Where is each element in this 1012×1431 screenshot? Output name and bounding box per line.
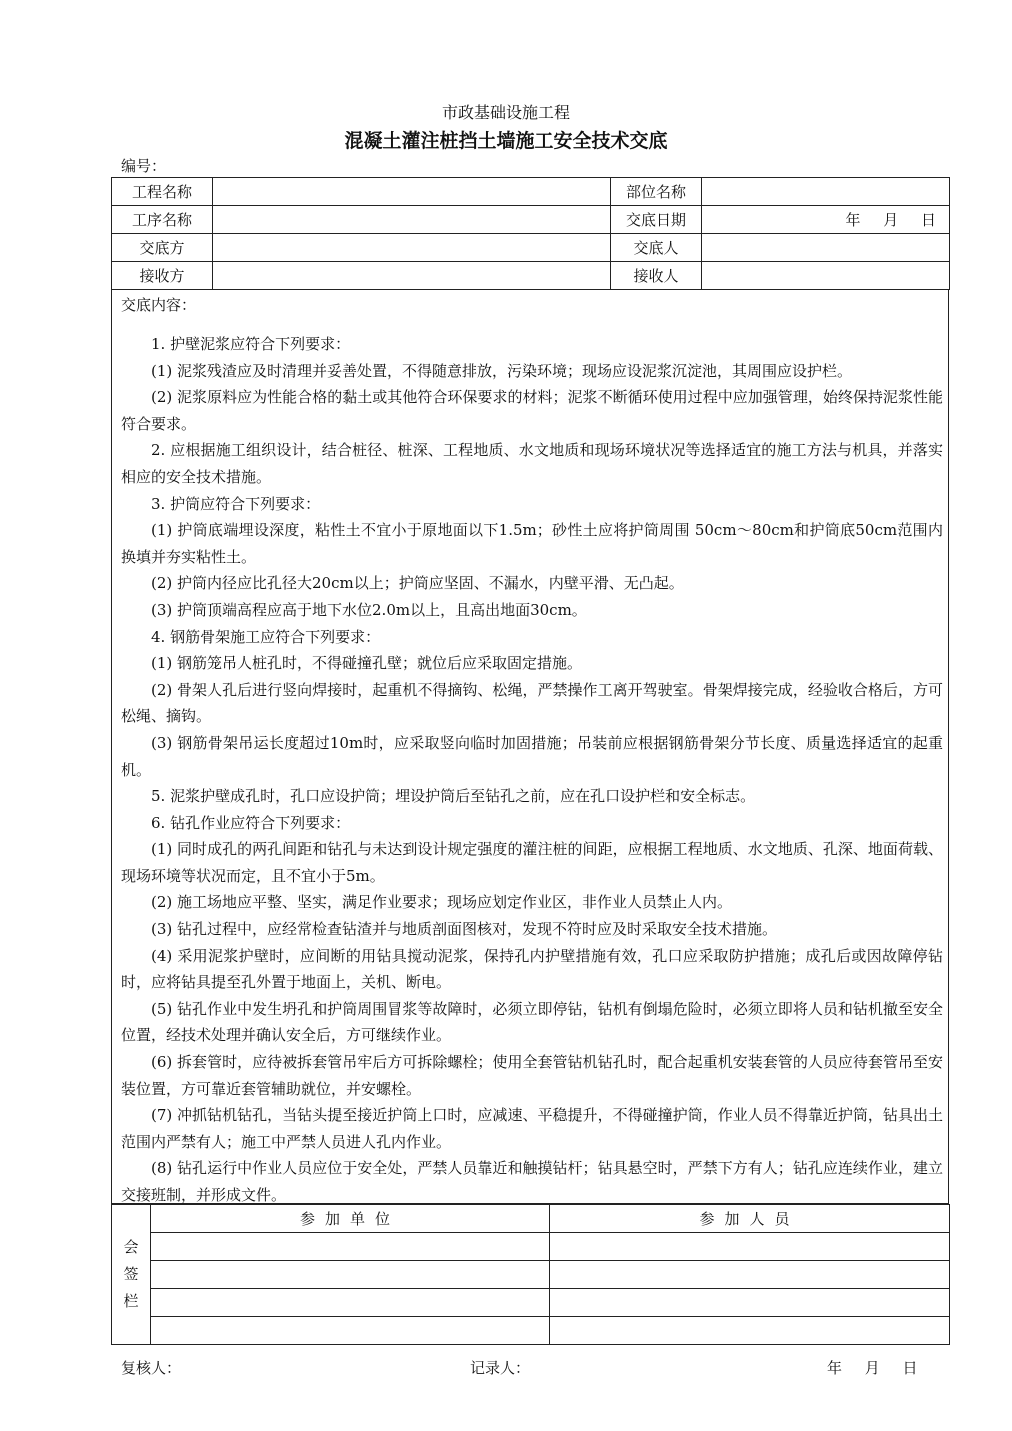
- signature-side-char: 栏: [123, 1292, 139, 1310]
- date-label: 交底日期: [611, 206, 702, 234]
- recorder-label: 记录人：: [470, 1359, 531, 1377]
- person-cell[interactable]: [550, 1317, 950, 1345]
- section-name-field[interactable]: [702, 178, 950, 206]
- footer-date: 年 月 日: [827, 1359, 919, 1377]
- person-header: [550, 1205, 950, 1233]
- content-paragraph: (1) 泥浆残渣应及时清理并妥善处置，不得随意排放，污染环境；现场应设泥浆沉淀池，其周围应设护栏。: [151, 361, 853, 380]
- content-paragraph: 2. 应根据施工组织设计，结合桩径、桩深、工程地质、水文地质和现场环境状况等选择适宜的施工方法与机具，并落实相应的安全技术措施。: [121, 441, 943, 486]
- content-paragraph: (4) 采用泥浆护壁时，应间断的用钻具搅动泥浆，保持孔内护壁措施有效，孔口应采取防护措施；成孔后或因故障停钻时，应将钻具提至孔外置于地面上，关机、断电。: [121, 946, 943, 992]
- content-paragraph: (2) 施工场地应平整、坚实，满足作业要求；现场应划定作业区，非作业人员禁止人内。: [151, 893, 733, 912]
- document-subtitle: 市政基础设施工程: [441, 103, 570, 122]
- info-row: [112, 234, 950, 262]
- content-paragraph: (2) 骨架人孔后进行竖向焊接时，起重机不得摘钩、松绳，严禁操作工离开驾驶室。骨架焊接完成，经验收合格后，方可松绳、摘钩。: [121, 680, 943, 726]
- person-cell[interactable]: [550, 1233, 950, 1261]
- info-table: [111, 177, 950, 290]
- content-paragraph: 6. 钻孔作业应符合下列要求：: [151, 813, 351, 832]
- document-title: 混凝土灌注桩挡土墙施工安全技术交底: [344, 130, 668, 152]
- signature-side-label: [112, 1205, 151, 1345]
- content-paragraph: (1) 钢筋笼吊人桩孔时，不得碰撞孔壁；就位后应采取固定措施。: [151, 654, 583, 673]
- signature-side-char: 签: [123, 1265, 139, 1283]
- signature-header-row: [112, 1205, 950, 1233]
- info-row: [112, 262, 950, 290]
- info-row: [112, 178, 950, 206]
- unit-header-text: 参加单位: [299, 1210, 400, 1228]
- content-paragraph: (5) 钻孔作业中发生坍孔和护筒周围冒浆等故障时，必须立即停钻，钻机有倒塌危险时，必须立即将人员和钻机撤至安全位置，经技术处理并确认安全后，方可继续作业。: [121, 999, 943, 1045]
- content-paragraph: 1. 护壁泥浆应符合下列要求：: [151, 335, 351, 353]
- signature-table: [111, 1204, 950, 1345]
- receiver-person-label: 接收人: [611, 262, 702, 290]
- process-name-field[interactable]: [213, 206, 611, 234]
- signature-side-char: 会: [123, 1238, 139, 1256]
- receiver-party-label: 接收方: [112, 262, 213, 290]
- signature-row: [112, 1261, 950, 1289]
- process-name-label: 工序名称: [112, 206, 213, 234]
- content-paragraph: (3) 钻孔过程中，应经常检查钻渣并与地质剖面图核对，发现不符时应及时采取安全技术措施。: [151, 920, 778, 939]
- signature-row: [112, 1289, 950, 1317]
- signature-row: [112, 1317, 950, 1345]
- content-paragraph: (6) 拆套管时，应待被拆套管吊牢后方可拆除螺栓；使用全套管钻机钻孔时，配合起重机安装套管的人员应待套管吊至安装位置，方可靠近套管辅助就位，并安螺栓。: [121, 1053, 943, 1098]
- info-row: [112, 206, 950, 234]
- content-paragraph: (7) 冲抓钻机钻孔，当钻头提至接近护筒上口时，应减速、平稳提升，不得碰撞护筒，作业人员不得靠近护筒，钻具出土范围内严禁有人；施工中严禁人员进人孔内作业。: [121, 1106, 943, 1151]
- unit-cell[interactable]: [151, 1289, 550, 1317]
- content-body: [121, 331, 943, 1209]
- content-paragraph: 4. 钢筋骨架施工应符合下列要求：: [151, 627, 381, 646]
- receiver-person-field[interactable]: [702, 262, 950, 290]
- project-name-label: 工程名称: [112, 178, 213, 206]
- content-paragraph: (1) 护筒底端埋设深度，粘性土不宜小于原地面以下1.5m；砂性土应将护筒周围 50cm～80cm和护筒底50cm范围内换填并夯实粘性土。: [121, 521, 943, 566]
- content-label: 交底内容：: [121, 296, 197, 314]
- person-cell[interactable]: [550, 1261, 950, 1289]
- content-paragraph: (3) 钢筋骨架吊运长度超过10m时，应采取竖向临时加固措施；吊装前应根据钢筋骨架分节长度、质量选择适宜的起重机。: [121, 733, 943, 779]
- issuer-party-label: 交底方: [112, 234, 213, 262]
- issuer-person-field[interactable]: [702, 234, 950, 262]
- receiver-party-field[interactable]: [213, 262, 611, 290]
- unit-cell[interactable]: [151, 1233, 550, 1261]
- content-paragraph: (2) 护筒内径应比孔径大20cm以上；护筒应坚固、不漏水，内壁平滑、无凸起。: [151, 574, 684, 593]
- issuer-party-field[interactable]: [213, 234, 611, 262]
- serial-number-label: 编号：: [121, 157, 167, 175]
- date-field[interactable]: 年 月 日: [702, 206, 950, 234]
- content-paragraph: (3) 护筒顶端高程应高于地下水位2.0m以上，且高出地面30cm。: [151, 600, 587, 619]
- project-name-field[interactable]: [213, 178, 611, 206]
- content-paragraph: (2) 泥浆原料应为性能合格的黏土或其他符合环保要求的材料；泥浆不断循环使用过程中应加强管理，始终保持泥浆性能符合要求。: [121, 388, 943, 433]
- signature-row: [112, 1233, 950, 1261]
- section-name-label: 部位名称: [611, 178, 702, 206]
- unit-cell[interactable]: [151, 1317, 550, 1345]
- unit-header: [151, 1205, 550, 1233]
- unit-cell[interactable]: [151, 1261, 550, 1289]
- content-paragraph: 5. 泥浆护壁成孔时，孔口应设护筒；埋设护筒后至钻孔之前，应在孔口设护栏和安全标志。: [151, 787, 756, 806]
- reviewer-label: 复核人：: [121, 1359, 182, 1377]
- content-paragraph: (1) 同时成孔的两孔间距和钻孔与未达到设计规定强度的灌注桩的间距，应根据工程地质、水文地质、孔深、地面荷载、现场环境等状况而定，且不宜小于5m。: [121, 840, 943, 885]
- person-header-text: 参加人员: [699, 1210, 800, 1228]
- content-section: [111, 290, 949, 1204]
- content-paragraph: 3. 护筒应符合下列要求：: [151, 494, 321, 513]
- issuer-person-label: 交底人: [611, 234, 702, 262]
- content-paragraph: (8) 钻孔运行中作业人员应位于安全处，严禁人员靠近和触摸钻杆；钻具悬空时，严禁下方有人；钻孔应连续作业，建立交接班制，并形成文件。: [121, 1159, 943, 1204]
- person-cell[interactable]: [550, 1289, 950, 1317]
